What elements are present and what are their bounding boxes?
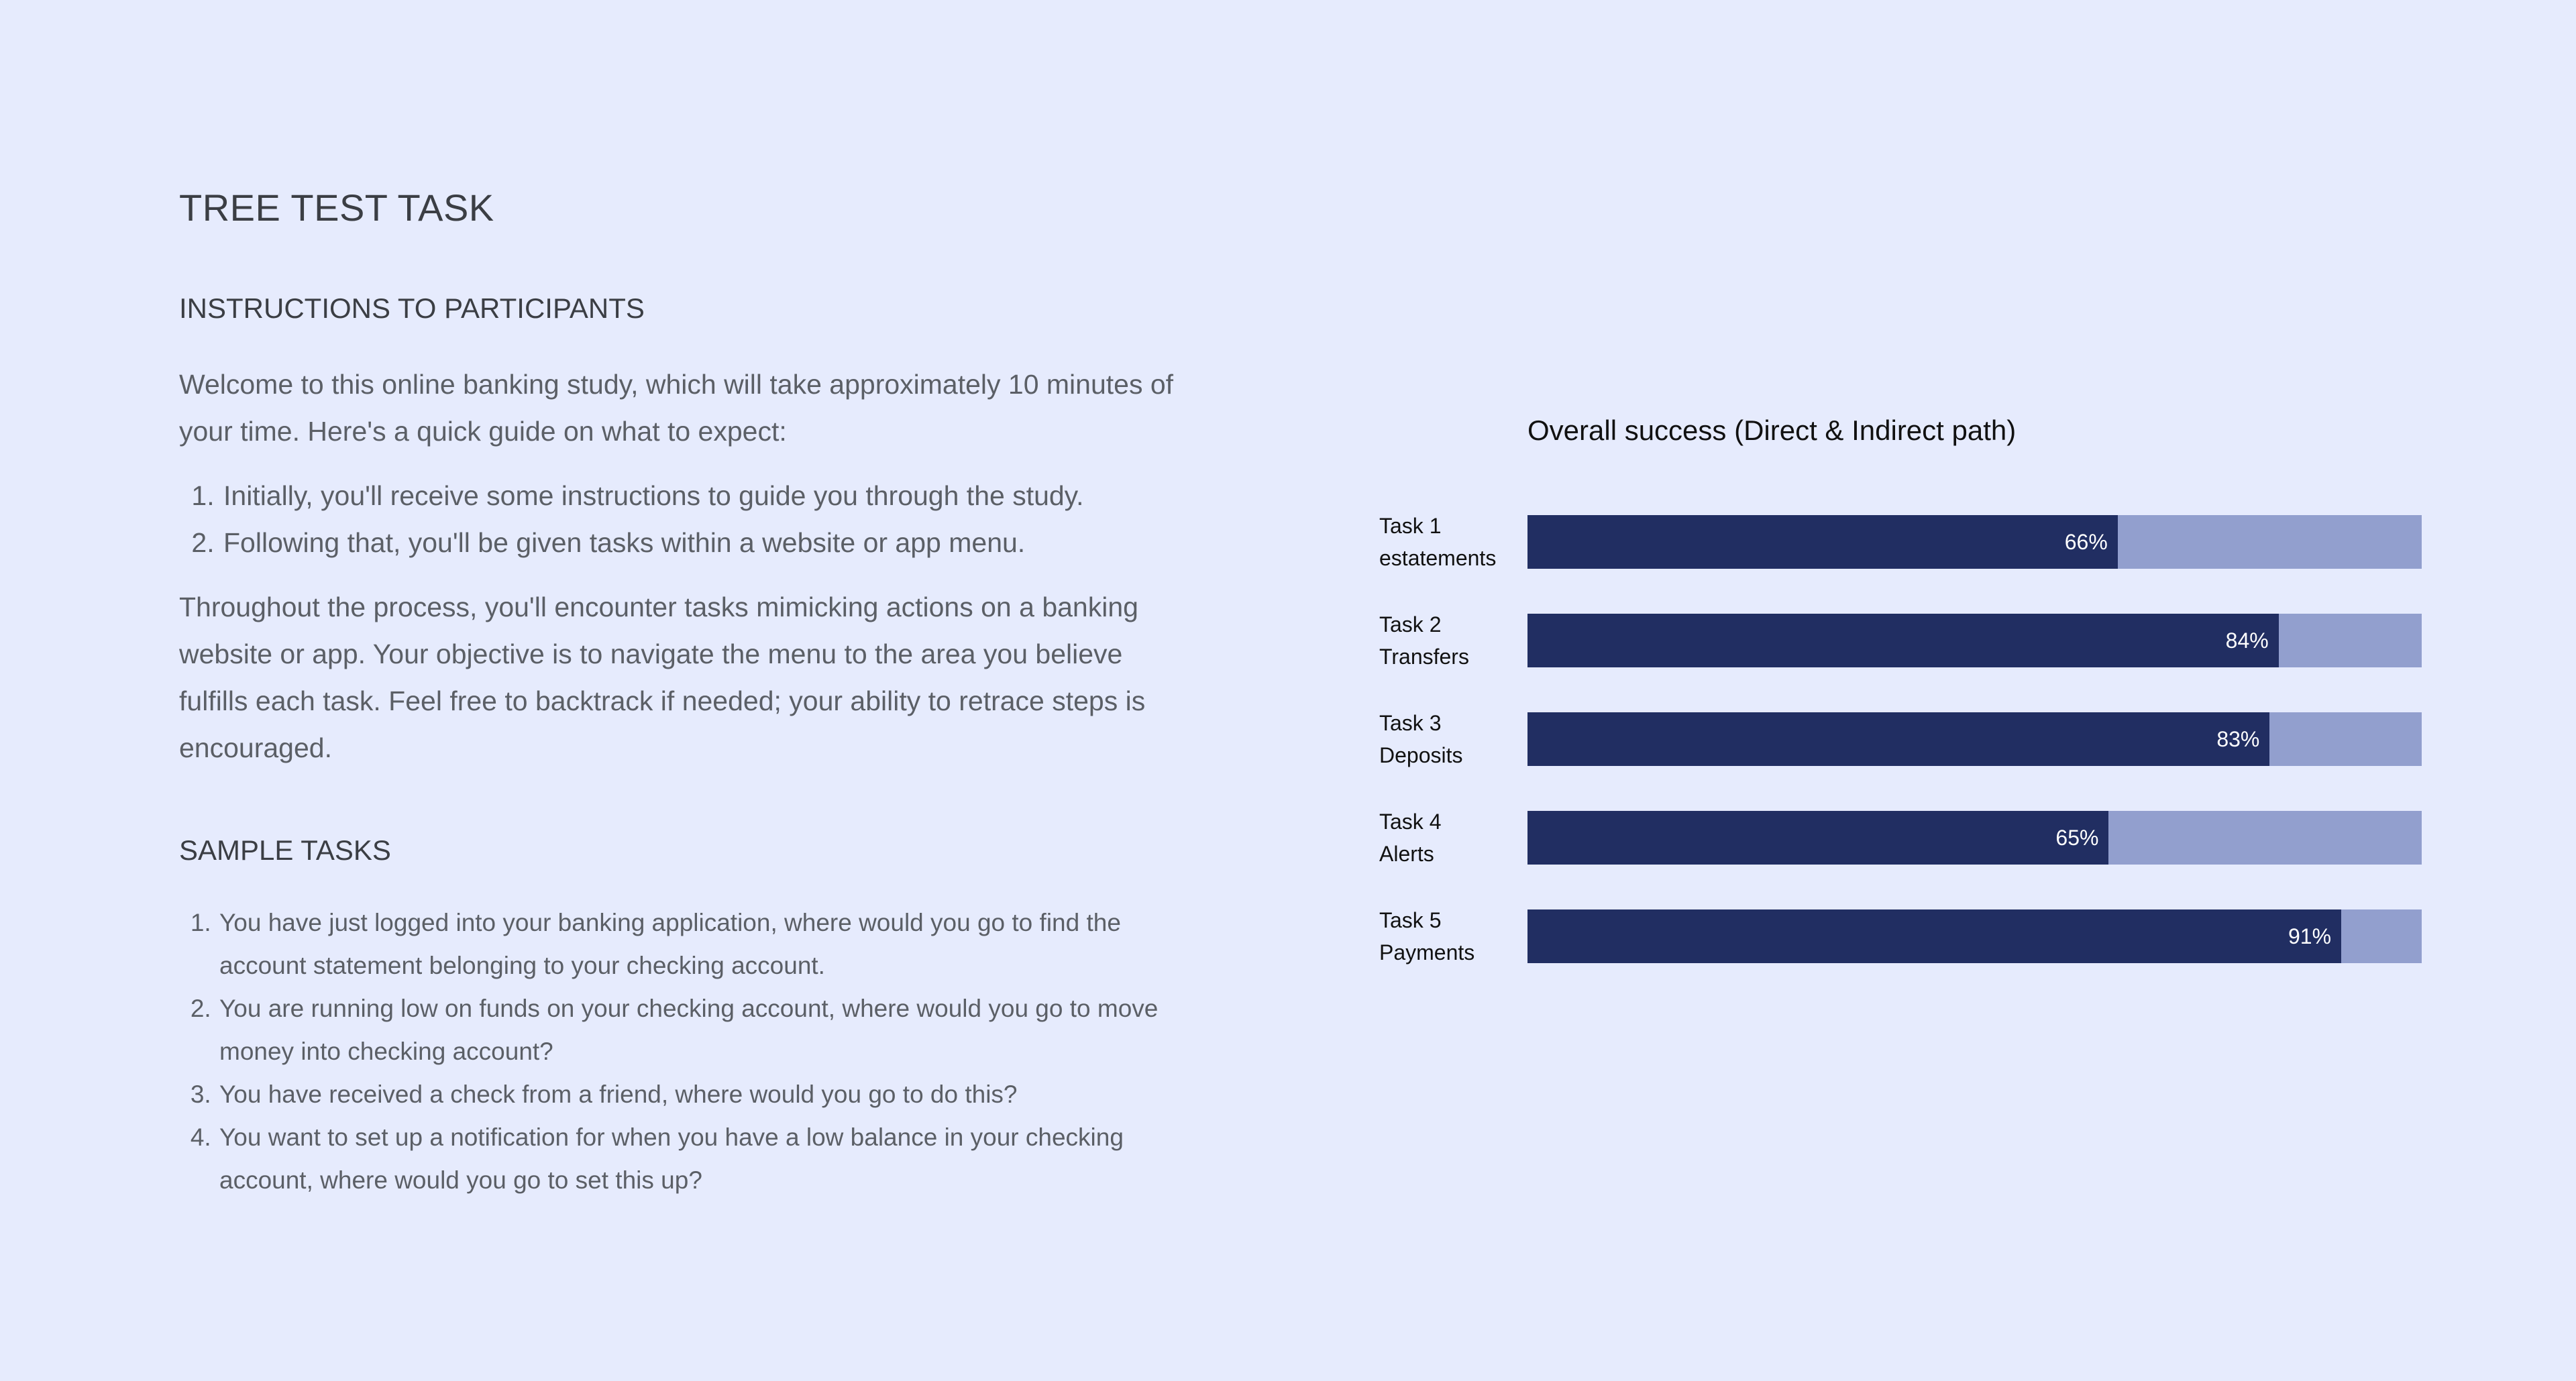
task-number-label: Task 1: [1379, 514, 1442, 538]
chart-title: Overall success (Direct & Indirect path): [1527, 415, 2017, 446]
process-paragraph: Throughout the process, you'll encounter tasks mimicking actions on a banking website or app. Your objective is to navigate the menu to the area you believe fulfills each task. Feel free to backtrack if needed; your ability to retrace steps is encouraged.: [179, 592, 1146, 763]
page-title: TREE TEST TASK: [179, 186, 494, 229]
bar-remainder: [1527, 712, 2422, 766]
sample-task-item: 3. You have received a check from a friend, where would you go to do this?: [218, 1073, 1199, 1116]
sample-task-item: 4. You want to set up a notification for when you have a low balance in your checking account, where would you go to set this up?: [218, 1116, 1199, 1202]
bar-category-label: [1379, 707, 1520, 771]
sample-tasks-heading: SAMPLE TASKS: [179, 834, 391, 866]
bar-remainder: [1527, 614, 2422, 667]
bar-value-label: 83%: [2216, 727, 2260, 751]
bar-value-label: 65%: [2055, 826, 2099, 850]
bar-success: [1527, 614, 2279, 667]
intro-paragraph: Welcome to this online banking study, which will take approximately 10 minutes of your time. Here's a quick guide on what to expect:: [179, 369, 1174, 447]
bar-value-label: 84%: [2225, 628, 2269, 653]
step-item: 2. Following that, you'll be given tasks within a website or app menu.: [222, 519, 1199, 566]
task-name-label: estatements: [1379, 546, 1497, 570]
task-name-label: Alerts: [1379, 842, 1434, 866]
bar-remainder: [1527, 909, 2422, 963]
bar-value-label: 66%: [2064, 530, 2108, 554]
bar-category-label: [1379, 806, 1520, 870]
task-name-label: Transfers: [1379, 645, 1469, 669]
task-number-label: Task 2: [1379, 612, 1442, 637]
bar-success: [1527, 515, 2118, 569]
bar-success: [1527, 712, 2269, 766]
bar-remainder: [1527, 811, 2422, 865]
instructions-heading: INSTRUCTIONS TO PARTICIPANTS: [179, 292, 645, 324]
sample-task-item: 1. You have just logged into your banking application, where would you go to find the account statement belonging to your checking account.: [218, 901, 1199, 987]
bar-success: [1527, 811, 2108, 865]
task-number-label: Task 3: [1379, 711, 1442, 735]
task-number-label: Task 4: [1379, 810, 1442, 834]
bar-category-label: [1379, 510, 1520, 574]
bar-success: [1527, 909, 2341, 963]
step-item: 1. Initially, you'll receive some instructions to guide you through the study.: [222, 472, 1199, 519]
bar-category-label: [1379, 608, 1520, 673]
sample-task-item: 2. You are running low on funds on your checking account, where would you go to move money into checking account?: [218, 987, 1199, 1073]
task-number-label: Task 5: [1379, 908, 1442, 932]
bar-value-label: 91%: [2288, 924, 2332, 948]
task-name-label: Deposits: [1379, 743, 1463, 767]
bar-category-label: [1379, 904, 1520, 969]
task-name-label: Payments: [1379, 940, 1475, 964]
bar-remainder: [1527, 515, 2422, 569]
